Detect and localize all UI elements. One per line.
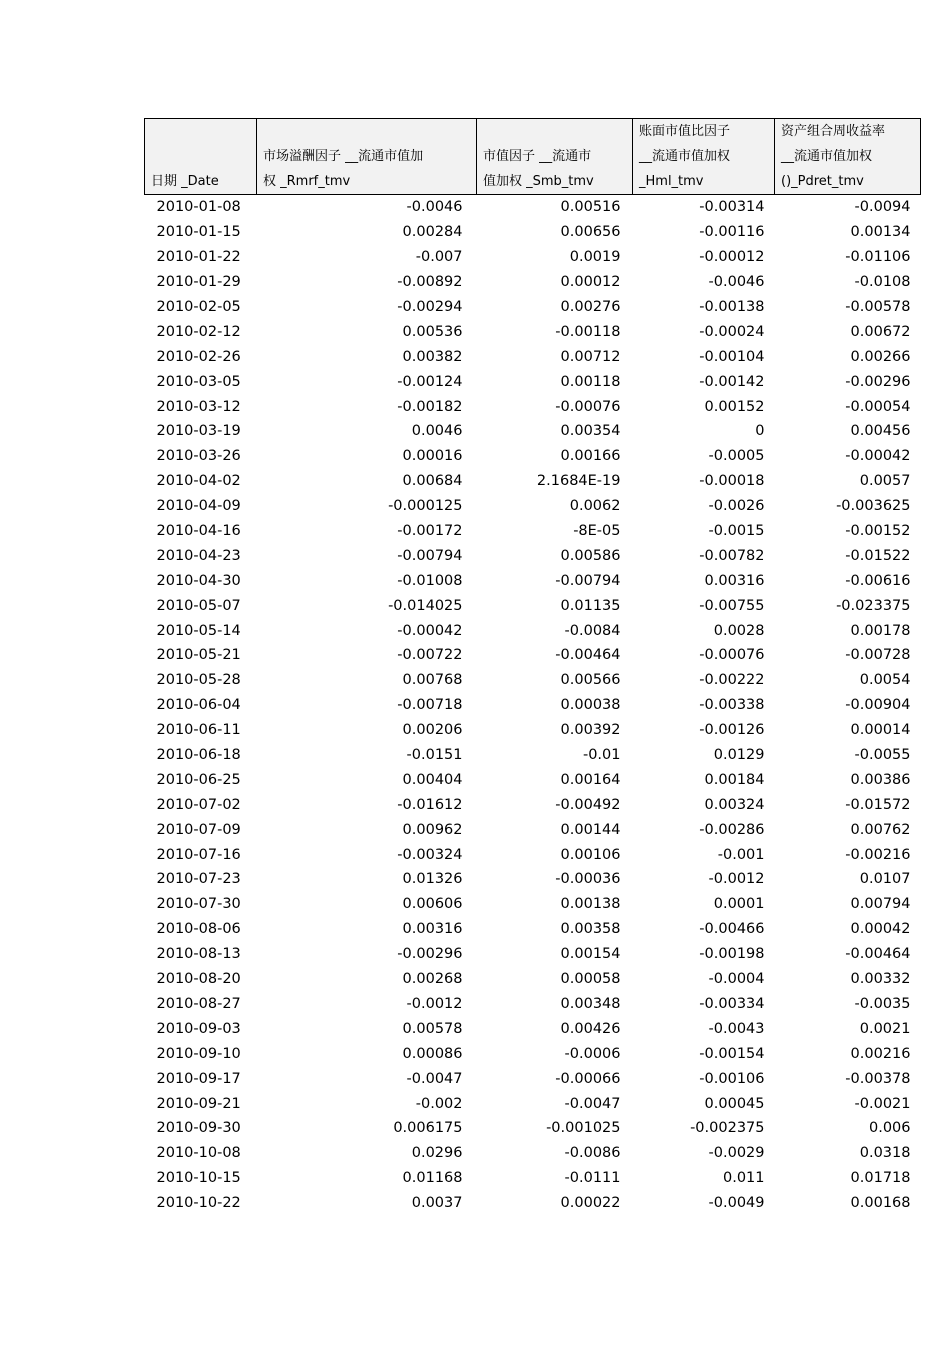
date-cell: 2010-04-16 — [156, 523, 241, 540]
pdret-cell: -0.00578 — [845, 299, 911, 315]
date-cell: 2010-01-29 — [156, 274, 241, 291]
hml-cell: -0.0005 — [708, 448, 765, 465]
hml-cell: -0.00334 — [699, 995, 765, 1012]
pdret-cell: 0.00762 — [850, 821, 911, 838]
hml-cell: -0.00024 — [699, 323, 765, 340]
date-cell: 2010-03-12 — [156, 398, 241, 415]
column-header-line: 权 _Rmrf_tmv — [263, 174, 351, 189]
pdret-cell: 0.00216 — [850, 1045, 911, 1062]
table-row — [145, 1166, 921, 1191]
rmrf-cell: -0.01008 — [397, 572, 463, 589]
pdret-cell: 0.00672 — [850, 323, 911, 340]
hml-cell: 0.00184 — [704, 771, 765, 788]
pdret-cell: 0.00794 — [850, 896, 911, 913]
pdret-cell: 0.006 — [868, 1120, 911, 1137]
hml-cell: -0.00198 — [699, 946, 765, 963]
column-header — [775, 119, 921, 195]
date-cell: 2010-05-07 — [156, 597, 241, 614]
pdret-cell: -0.00296 — [845, 373, 911, 390]
rmrf-cell: -0.00892 — [397, 274, 463, 291]
hml-cell: 0.00152 — [704, 398, 765, 415]
hml-cell: -0.0015 — [708, 523, 765, 540]
table-row — [145, 842, 921, 867]
table-row — [145, 319, 921, 344]
pdret-cell: 0.0107 — [859, 871, 911, 888]
smb-cell: 0.0062 — [569, 498, 621, 515]
rmrf-cell: -0.00172 — [397, 523, 463, 540]
rmrf-cell: -0.00182 — [397, 398, 463, 415]
date-cell: 2010-06-25 — [156, 771, 241, 788]
smb-cell: 0.00712 — [560, 348, 621, 365]
pdret-cell: 0.0057 — [859, 473, 911, 490]
table-row — [145, 1191, 921, 1216]
column-header-line: 日期 _Date — [151, 174, 219, 189]
rmrf-cell: -0.00718 — [397, 697, 463, 714]
pdret-cell: -0.01106 — [845, 249, 911, 266]
hml-cell: -0.002375 — [690, 1120, 765, 1137]
hml-cell: 0 — [755, 423, 765, 440]
pdret-cell: 0.00134 — [850, 224, 911, 241]
hml-cell: -0.00012 — [699, 249, 765, 266]
rmrf-cell: 0.00404 — [402, 771, 463, 788]
smb-cell: 0.00516 — [560, 199, 621, 216]
date-cell: 2010-06-11 — [156, 722, 241, 739]
date-cell: 2010-03-19 — [156, 423, 241, 440]
hml-cell: -0.00116 — [699, 224, 765, 241]
pdret-cell: -0.01522 — [845, 547, 911, 564]
pdret-cell: 0.00332 — [850, 971, 911, 988]
hml-cell: -0.0046 — [708, 274, 765, 291]
hml-cell: 0.00045 — [704, 1095, 765, 1112]
rmrf-cell: 0.0046 — [411, 423, 463, 440]
hml-cell: -0.00142 — [699, 373, 765, 390]
pdret-cell: 0.0021 — [859, 1020, 911, 1037]
hml-cell: -0.00106 — [699, 1070, 765, 1087]
smb-cell: -0.00066 — [555, 1070, 621, 1087]
pdret-cell: 0.00178 — [850, 622, 911, 639]
hml-cell: -0.00314 — [699, 199, 765, 216]
factor-returns-table — [144, 118, 921, 1216]
rmrf-cell: -0.01612 — [397, 796, 463, 813]
date-cell: 2010-02-12 — [156, 323, 241, 340]
table-header-row — [145, 119, 921, 195]
date-cell: 2010-07-23 — [156, 871, 241, 888]
pdret-cell: -0.023375 — [836, 597, 911, 614]
table-row — [145, 344, 921, 369]
smb-cell: 0.00118 — [560, 373, 621, 390]
spreadsheet — [144, 118, 921, 1216]
column-header-line: 值加权 _Smb_tmv — [483, 174, 594, 189]
smb-cell: 0.00426 — [560, 1020, 621, 1037]
date-cell: 2010-09-10 — [156, 1045, 241, 1062]
table-row — [145, 444, 921, 469]
smb-cell: -8E-05 — [573, 523, 621, 540]
rmrf-cell: 0.00016 — [402, 448, 463, 465]
table-row — [145, 618, 921, 643]
rmrf-cell: 0.00606 — [402, 896, 463, 913]
table-row — [145, 1116, 921, 1141]
date-cell: 2010-02-05 — [156, 299, 241, 315]
table-body — [145, 195, 921, 1216]
hml-cell: -0.00076 — [699, 647, 765, 664]
rmrf-cell: -0.0012 — [406, 995, 463, 1012]
table-row — [145, 593, 921, 618]
smb-cell: -0.0111 — [564, 1170, 621, 1187]
hml-cell: -0.00338 — [699, 697, 765, 714]
column-header-line: 市场溢酬因子 __流通市值加 — [263, 149, 424, 164]
date-cell: 2010-07-02 — [156, 796, 241, 813]
smb-cell: 0.00154 — [560, 946, 621, 963]
smb-cell: 0.00348 — [560, 995, 621, 1012]
rmrf-cell: 0.00768 — [402, 672, 463, 689]
date-cell: 2010-08-06 — [156, 921, 241, 938]
smb-cell: 0.00106 — [560, 846, 621, 863]
column-header — [477, 119, 633, 195]
rmrf-cell: -0.014025 — [388, 597, 463, 614]
date-cell: 2010-03-26 — [156, 448, 241, 465]
hml-cell: -0.00782 — [699, 547, 765, 564]
smb-cell: -0.00036 — [555, 871, 621, 888]
date-cell: 2010-07-16 — [156, 846, 241, 863]
table-row — [145, 892, 921, 917]
table-row — [145, 195, 921, 220]
table-row — [145, 394, 921, 419]
smb-cell: 0.00138 — [560, 896, 621, 913]
rmrf-cell: 0.00206 — [402, 722, 463, 739]
date-cell: 2010-01-08 — [156, 199, 241, 216]
pdret-cell: 0.00266 — [850, 348, 911, 365]
hml-cell: -0.0043 — [708, 1020, 765, 1037]
hml-cell: 0.0028 — [713, 622, 765, 639]
rmrf-cell: 0.00962 — [402, 821, 463, 838]
pdret-cell: 0.00386 — [850, 771, 911, 788]
smb-cell: -0.00464 — [555, 647, 621, 664]
date-cell: 2010-06-18 — [156, 747, 241, 764]
hml-cell: -0.00138 — [699, 299, 765, 315]
pdret-cell: -0.00054 — [845, 398, 911, 415]
rmrf-cell: -0.00324 — [397, 846, 463, 863]
rmrf-cell: -0.00124 — [397, 373, 463, 390]
pdret-cell: -0.00464 — [845, 946, 911, 963]
hml-cell: -0.001 — [717, 846, 765, 863]
pdret-cell: -0.0094 — [854, 199, 911, 216]
table-row — [145, 419, 921, 444]
date-cell: 2010-01-22 — [156, 249, 241, 266]
hml-cell: -0.00104 — [699, 348, 765, 365]
smb-cell: -0.0006 — [564, 1045, 621, 1062]
table-row — [145, 917, 921, 942]
table-row — [145, 992, 921, 1017]
smb-cell: -0.0084 — [564, 622, 621, 639]
date-cell: 2010-08-20 — [156, 971, 241, 988]
hml-cell: -0.00154 — [699, 1045, 765, 1062]
hml-cell: -0.0026 — [708, 498, 765, 515]
pdret-cell: -0.00378 — [845, 1070, 911, 1087]
column-header-line: __流通市值加权 — [639, 149, 731, 164]
rmrf-cell: 0.00684 — [402, 473, 463, 490]
pdret-cell: -0.0108 — [854, 274, 911, 291]
rmrf-cell: -0.000125 — [388, 498, 463, 515]
date-cell: 2010-08-13 — [156, 946, 241, 963]
date-cell: 2010-05-14 — [156, 622, 241, 639]
date-cell: 2010-04-23 — [156, 547, 241, 564]
date-cell: 2010-05-28 — [156, 672, 241, 689]
rmrf-cell: -0.00296 — [397, 946, 463, 963]
table-row — [145, 817, 921, 842]
smb-cell: -0.00794 — [555, 572, 621, 589]
table-row — [145, 245, 921, 270]
smb-cell: 0.00144 — [560, 821, 621, 838]
table-row — [145, 643, 921, 668]
hml-cell: -0.00286 — [699, 821, 765, 838]
table-row — [145, 369, 921, 394]
pdret-cell: -0.00616 — [845, 572, 911, 589]
pdret-cell: -0.0035 — [854, 995, 911, 1012]
date-cell: 2010-07-30 — [156, 896, 241, 913]
date-cell: 2010-09-03 — [156, 1020, 241, 1037]
hml-cell: -0.0029 — [708, 1145, 765, 1162]
pdret-cell: 0.00042 — [850, 921, 911, 938]
rmrf-cell: -0.007 — [415, 249, 463, 266]
hml-cell: 0.011 — [722, 1170, 765, 1187]
rmrf-cell: -0.00722 — [397, 647, 463, 664]
date-cell: 2010-10-15 — [156, 1170, 241, 1187]
hml-cell: -0.00018 — [699, 473, 765, 490]
rmrf-cell: -0.0151 — [406, 747, 463, 764]
column-header-line: __流通市值加权 — [781, 149, 873, 164]
table-row — [145, 792, 921, 817]
table-row — [145, 867, 921, 892]
table-row — [145, 220, 921, 245]
rmrf-cell: -0.00794 — [397, 547, 463, 564]
smb-cell: 0.00012 — [560, 274, 621, 291]
smb-cell: 0.01135 — [560, 597, 621, 614]
table-row — [145, 767, 921, 792]
smb-cell: 0.00586 — [560, 547, 621, 564]
pdret-cell: 0.0318 — [859, 1145, 911, 1162]
smb-cell: -0.00076 — [555, 398, 621, 415]
hml-cell: 0.0129 — [713, 747, 765, 764]
pdret-cell: -0.00152 — [845, 523, 911, 540]
pdret-cell: -0.01572 — [845, 796, 911, 813]
date-cell: 2010-06-04 — [156, 697, 241, 714]
rmrf-cell: -0.0047 — [406, 1070, 463, 1087]
pdret-cell: -0.0021 — [854, 1095, 911, 1112]
rmrf-cell: 0.01326 — [402, 871, 463, 888]
column-header-line: 市值因子 __流通市 — [483, 149, 592, 164]
column-header-line: 账面市值比因子 — [639, 124, 731, 139]
date-cell: 2010-04-30 — [156, 572, 241, 589]
table-row — [145, 494, 921, 519]
smb-cell: 0.00022 — [560, 1195, 621, 1212]
smb-cell: 0.00038 — [560, 697, 621, 714]
pdret-cell: -0.003625 — [836, 498, 911, 515]
table-row — [145, 693, 921, 718]
rmrf-cell: 0.006175 — [393, 1120, 463, 1137]
date-cell: 2010-10-22 — [156, 1195, 241, 1212]
date-cell: 2010-04-02 — [156, 473, 241, 490]
rmrf-cell: 0.01168 — [402, 1170, 463, 1187]
table-row — [145, 967, 921, 992]
pdret-cell: 0.00168 — [850, 1195, 911, 1212]
rmrf-cell: -0.002 — [415, 1095, 463, 1112]
smb-cell: -0.001025 — [546, 1120, 621, 1137]
rmrf-cell: 0.00382 — [402, 348, 463, 365]
table-row — [145, 942, 921, 967]
hml-cell: -0.00466 — [699, 921, 765, 938]
smb-cell: 0.0019 — [569, 249, 621, 266]
column-header-line: ()_Pdret_tmv — [781, 174, 864, 189]
hml-cell: -0.00755 — [699, 597, 765, 614]
rmrf-cell: -0.0046 — [406, 199, 463, 216]
table-row — [145, 270, 921, 295]
hml-cell: 0.00316 — [704, 572, 765, 589]
smb-cell: 0.00058 — [560, 971, 621, 988]
smb-cell: 0.00354 — [560, 423, 621, 440]
table-row — [145, 1066, 921, 1091]
hml-cell: -0.0049 — [708, 1195, 765, 1212]
date-cell: 2010-09-30 — [156, 1120, 241, 1137]
rmrf-cell: -0.00294 — [397, 299, 463, 315]
pdret-cell: -0.00728 — [845, 647, 911, 664]
smb-cell: -0.01 — [582, 747, 621, 764]
hml-cell: -0.0012 — [708, 871, 765, 888]
table-row — [145, 668, 921, 693]
table-row — [145, 1016, 921, 1041]
hml-cell: 0.0001 — [713, 896, 765, 913]
rmrf-cell: 0.00316 — [402, 921, 463, 938]
smb-cell: 0.00656 — [560, 224, 621, 241]
smb-cell: 0.00166 — [560, 448, 621, 465]
date-cell: 2010-09-17 — [156, 1070, 241, 1087]
date-cell: 2010-05-21 — [156, 647, 241, 664]
table-row — [145, 1141, 921, 1166]
table-row — [145, 469, 921, 494]
hml-cell: -0.00222 — [699, 672, 765, 689]
rmrf-cell: 0.00536 — [402, 323, 463, 340]
date-cell: 2010-10-08 — [156, 1145, 241, 1162]
column-header-line: 资产组合周收益率 — [781, 124, 886, 139]
pdret-cell: -0.00904 — [845, 697, 911, 714]
table-row — [145, 718, 921, 743]
hml-cell: -0.00126 — [699, 722, 765, 739]
pdret-cell: 0.00014 — [850, 722, 911, 739]
table-row — [145, 295, 921, 320]
table-row — [145, 743, 921, 768]
rmrf-cell: 0.00578 — [402, 1020, 463, 1037]
smb-cell: -0.0047 — [564, 1095, 621, 1112]
pdret-cell: 0.00456 — [850, 423, 911, 440]
date-cell: 2010-01-15 — [156, 224, 241, 241]
pdret-cell: -0.00216 — [845, 846, 911, 863]
table-row — [145, 1091, 921, 1116]
column-header — [633, 119, 775, 195]
rmrf-cell: 0.00284 — [402, 224, 463, 241]
pdret-cell: -0.00042 — [845, 448, 911, 465]
table-row — [145, 519, 921, 544]
rmrf-cell: 0.00268 — [402, 971, 463, 988]
smb-cell: 0.00276 — [560, 299, 621, 315]
date-cell: 2010-07-09 — [156, 821, 241, 838]
smb-cell: 0.00358 — [560, 921, 621, 938]
column-header — [257, 119, 477, 195]
smb-cell: -0.0086 — [564, 1145, 621, 1162]
smb-cell: -0.00118 — [555, 323, 621, 340]
rmrf-cell: 0.00086 — [402, 1045, 463, 1062]
smb-cell: -0.00492 — [555, 796, 621, 813]
rmrf-cell: 0.0296 — [411, 1145, 463, 1162]
rmrf-cell: -0.00042 — [397, 622, 463, 639]
pdret-cell: 0.0054 — [859, 672, 911, 689]
table-row — [145, 1041, 921, 1066]
date-cell: 2010-02-26 — [156, 348, 241, 365]
smb-cell: 0.00566 — [560, 672, 621, 689]
date-cell: 2010-08-27 — [156, 995, 241, 1012]
pdret-cell: -0.0055 — [854, 747, 911, 764]
smb-cell: 0.00164 — [560, 771, 621, 788]
rmrf-cell: 0.0037 — [411, 1195, 463, 1212]
date-cell: 2010-04-09 — [156, 498, 241, 515]
hml-cell: -0.0004 — [708, 971, 765, 988]
table-row — [145, 543, 921, 568]
table-row — [145, 568, 921, 593]
hml-cell: 0.00324 — [704, 796, 765, 813]
column-header-line: _Hml_tmv — [639, 174, 704, 189]
column-header — [145, 119, 257, 195]
smb-cell: 2.1684E-19 — [536, 473, 621, 490]
date-cell: 2010-03-05 — [156, 373, 241, 390]
smb-cell: 0.00392 — [560, 722, 621, 739]
pdret-cell: 0.01718 — [850, 1170, 911, 1187]
date-cell: 2010-09-21 — [156, 1095, 241, 1112]
